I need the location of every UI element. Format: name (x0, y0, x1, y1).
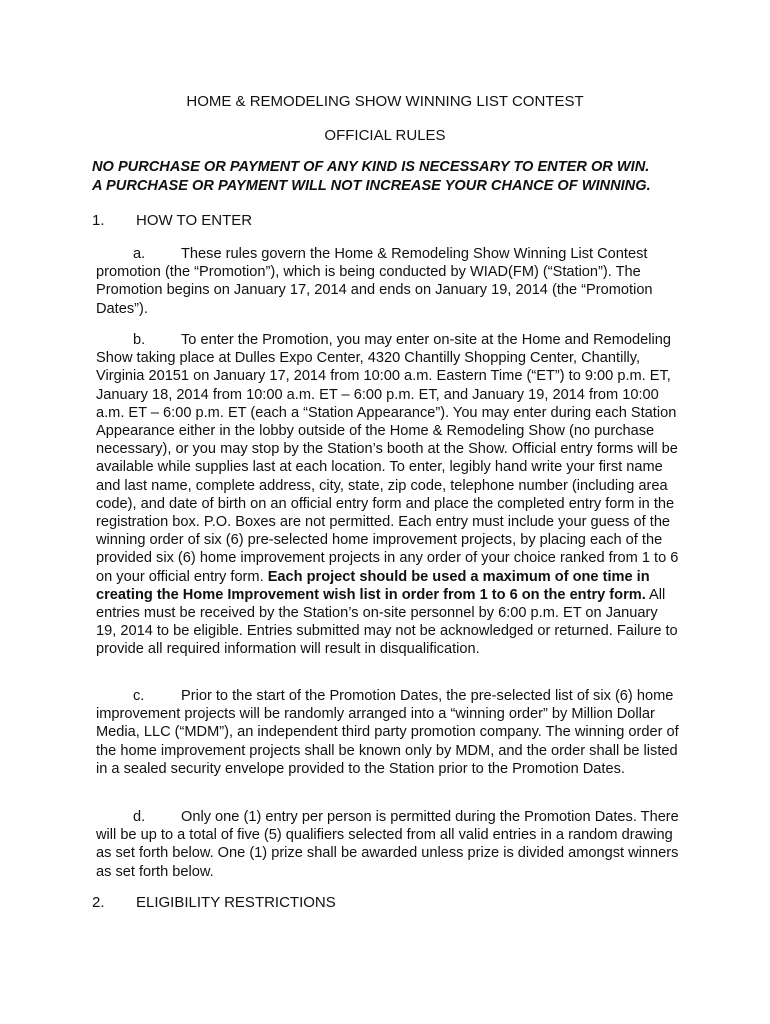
paragraph-marker: d. (133, 809, 146, 825)
rule-paragraph-d (96, 808, 680, 881)
paragraph-text: To enter the Promotion, you may enter on-site at the Home and Remodeling Show taking place at Dulles Expo Center, 4320 Chantilly Shopping Center, Chantilly, Virginia 20151 on January 17, 2014 from 10:00 a.m. Eastern Time (“ET”) to 9:00 p.m. ET, January 18, 2014 from 10:00 a.m. ET – 6:00 p.m. ET, and January 19, 2014 from 10:00 a.m. ET – 6:00 p.m. ET (each a “Station Appearance”). You may enter during each Station Appearance either in the lobby outside of the Home & Remodeling Show (no purchase necessary), or you may stop by the Station’s booth at the Show. Official entry forms will be available while supplies last at each location. To enter, legibly hand write your first name and last name, complete address, city, state, zip code, telephone number (including area code), and date of birth on an official entry form and place the completed entry form in the registration box. P.O. Boxes are not permitted. Each entry must include your guess of the winning order of six (6) pre-selected home improvement projects, by placing each of the provided six (6) home improvement projects in any order of your choice ranked from 1 to 6 on your official entry form. (96, 332, 679, 585)
section-heading-how-to-enter (92, 212, 252, 230)
section-heading-eligibility (92, 894, 336, 912)
document-title: HOME & REMODELING SHOW WINNING LIST CONTEST (186, 93, 584, 110)
paragraph-text-continued: All entries must be received by the Station’s on-site personnel by 6:00 p.m. ET on January 19, 2014 to be eligible. Entries submitted may not be acknowledged or returned. Failure to provide all required information will result in disqualification. (96, 586, 678, 658)
paragraph-bold-text: Each project should be used a maximum of one time in creating the Home Improvement wish list in order from 1 to 6 on the entry form. (96, 568, 650, 603)
paragraph-text: These rules govern the Home & Remodeling Show Winning List Contest promotion (the “Promotion”), which is being conducted by WIAD(FM) (“Station”). The Promotion begins on January 17, 2014 and ends on January 19, 2014 (the “Promotion Dates”). (96, 246, 653, 317)
section-number: 1. (92, 212, 105, 229)
paragraph-text: Prior to the start of the Promotion Dates, the pre-selected list of six (6) home improvement projects will be randomly arranged into a “winning order” by Million Dollar Media, LLC (“MDM”), an independent third party promotion company. The winning order of the home improvement projects shall be known only by MDM, and the order shall be listed in a sealed security envelope provided to the Station prior to the Promotion Dates. (96, 688, 679, 777)
notice-line-2: A PURCHASE OR PAYMENT WILL NOT INCREASE YOUR CHANCE OF WINNING. (92, 178, 651, 194)
section-title: ELIGIBILITY RESTRICTIONS (136, 894, 336, 911)
paragraph-marker: a. (133, 246, 146, 262)
section-number: 2. (92, 894, 105, 911)
paragraph-text: Only one (1) entry per person is permitted during the Promotion Dates. There will be up to a total of five (5) qualifiers selected from all valid entries in a random drawing as set forth below. One (1) prize shall be awarded unless prize is divided amongst winners as set forth below. (96, 809, 679, 880)
no-purchase-notice (92, 158, 712, 196)
document-subtitle: OFFICIAL RULES (324, 127, 446, 144)
paragraph-marker: b. (133, 332, 146, 348)
rule-paragraph-c (96, 687, 680, 778)
rule-paragraph-a (96, 245, 680, 318)
notice-line-1: NO PURCHASE OR PAYMENT OF ANY KIND IS NECESSARY TO ENTER OR WIN. (92, 159, 650, 175)
paragraph-marker: c. (133, 688, 145, 704)
rule-paragraph-b (96, 331, 680, 659)
section-title: HOW TO ENTER (136, 212, 253, 229)
